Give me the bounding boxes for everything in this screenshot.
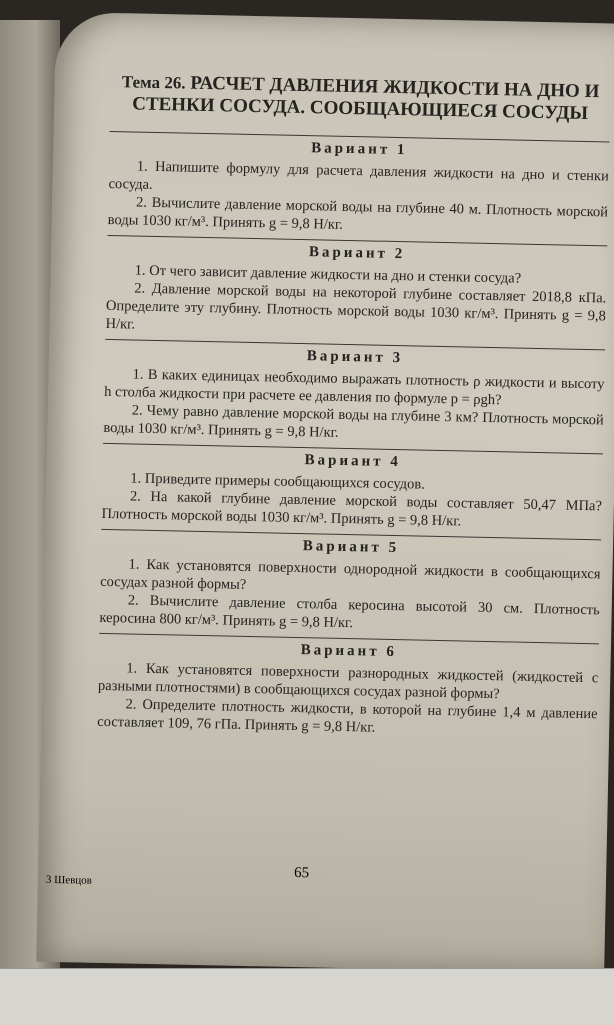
question-1: 1. Напишите формулу для расчета давления жидкости на дно и стенки сосуда. — [108, 158, 609, 193]
page-number: 65 — [293, 864, 310, 882]
variant-2 — [105, 235, 607, 343]
question-1: 1. Как установятся поверхности разнородных жидкостей (жидкостей с разными плотностями) в сообщающихся сосудах разной формы? — [97, 660, 599, 703]
variant-5 — [99, 529, 601, 637]
variant-title: Вариант 4 — [304, 452, 402, 471]
page-content — [97, 71, 611, 741]
question-2: 2. На какой глубине давление морской воды составляет 50,47 МПа? Плотность морской воды 1030 кг/м³. Принять g = 9,8 Н/кг. — [101, 488, 603, 530]
question-2: 2. Давление морской воды на некоторой глубине составляет 2018,8 кПа. Определите эту глубину. Плотность морской воды 1030 кг/м³. Принять g = 9,8 Н/кг. — [105, 280, 607, 333]
variant-title: Вариант 5 — [302, 538, 400, 557]
question-2: 2. Вычислите давление столба керосина высотой 30 см. Плотность керосина 800 кг/м³. Принять g = 9,8 Н/кг. — [99, 592, 600, 632]
question-1: 1. От чего зависит давление жидкости на дно и стенки сосуда? — [134, 262, 522, 287]
question-1: 1. Как установятся поверхности однородной жидкости в сообщающихся сосудах разной формы? — [100, 556, 601, 593]
topic-title: РАСЧЕТ ДАВЛЕНИЯ ЖИДКОСТИ НА ДНО И СТЕНКИ СОСУДА. СООБЩАЮЩИЕСЯ СОСУДЫ — [132, 72, 600, 124]
signature-mark: 3 Шевцов — [45, 873, 93, 887]
question-2: 2. Чему равно давление морской воды на глубине 3 км? Плотность морской воды 1030 кг/м³. Принять g = 9,8 Н/кг. — [103, 402, 604, 441]
variant-3 — [103, 339, 605, 447]
question-1: 1. Приведите примеры сообщающихся сосудов. — [130, 470, 425, 493]
page-footer — [45, 860, 566, 887]
variant-6 — [97, 633, 599, 741]
variant-1 — [108, 131, 610, 239]
notebook-paper-below — [0, 968, 614, 1025]
variant-title: Вариант 1 — [311, 140, 408, 159]
variant-title: Вариант 3 — [306, 348, 404, 367]
book-page — [36, 12, 614, 974]
question-2: 2. Вычислите давление морской воды на глубине 40 м. Плотность морской воды 1030 кг/м³. Принять g = 9,8 Н/кг. — [107, 194, 609, 233]
question-1: 1. В каких единицах необходимо выражать плотность ρ жидкости и высоту h столба жидкости при расчете ее давления по формуле p = ρgh? — [104, 366, 605, 409]
question-2: 2. Определите плотность жидкости, в которой на глубине 1,4 м давление составляет 109, 76 гПа. Принять g = 9,8 Н/кг. — [97, 696, 598, 736]
variant-4 — [101, 443, 603, 533]
topic-heading — [110, 71, 611, 125]
topic-number: Тема 26. — [121, 72, 186, 93]
variant-title: Вариант 2 — [308, 244, 406, 263]
variant-title: Вариант 6 — [300, 642, 398, 661]
